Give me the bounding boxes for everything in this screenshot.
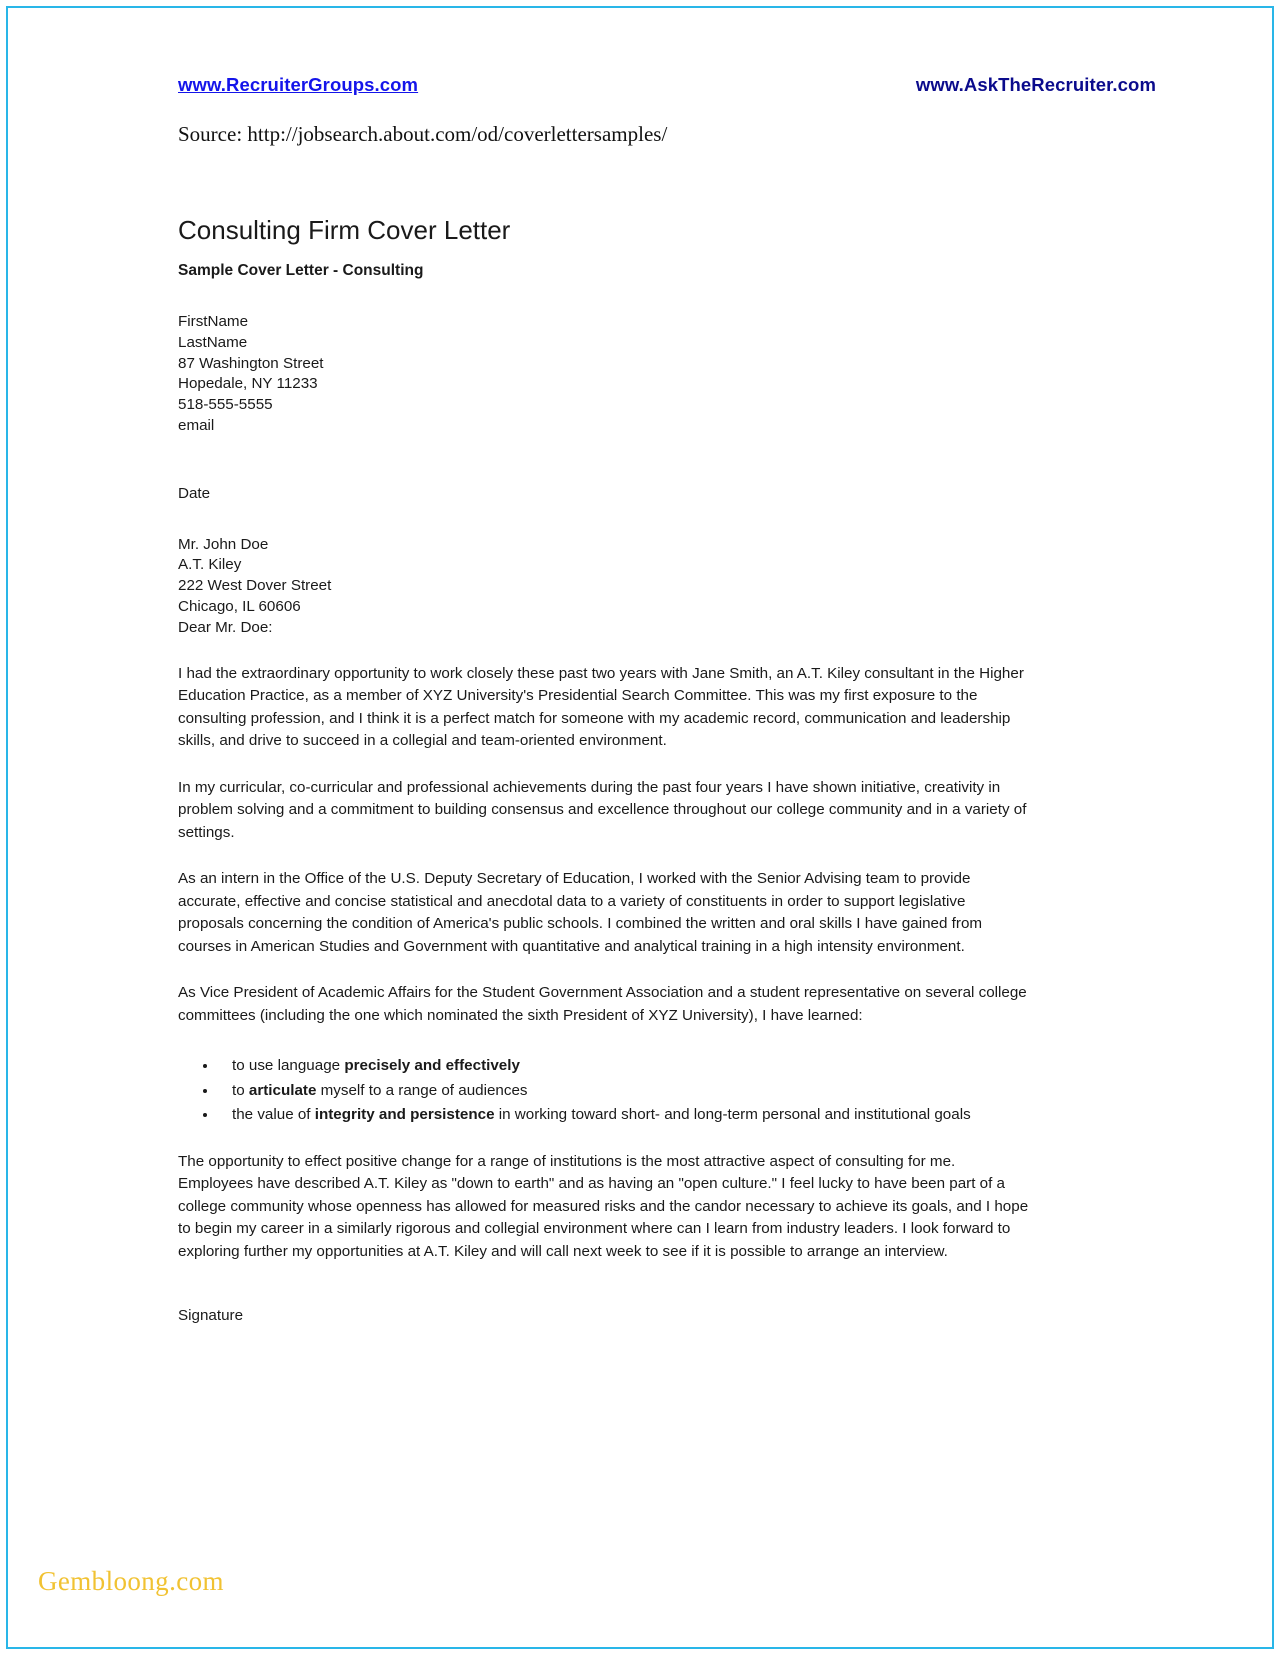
body-paragraph-3: As an intern in the Office of the U.S. Deputy Secretary of Education, I worked with the Senior Advising team to provide accurate, effective and concise statistical and anecdotal data to a variety of constituents in order to support legislative proposals concerning the condition of America's public schools. I combined the written and oral skills I have gained from courses in American Studies and Government with quantitative and analytical training in a high intensity environment.	[178, 870, 983, 955]
sender-address	[178, 312, 1130, 437]
learned-list	[178, 1055, 1048, 1127]
list-item	[218, 1055, 1048, 1078]
list-item-emphasis: integrity and persistence	[314, 1106, 495, 1124]
recipient-address	[178, 535, 1130, 639]
ask-the-recruiter-link[interactable]: www.AskTheRecruiter.com	[915, 74, 1156, 95]
recipient-name: Mr. John Doe	[178, 535, 269, 553]
recipient-company: A.T. Kiley	[178, 556, 242, 574]
list-item	[218, 1080, 1048, 1103]
header	[178, 74, 1156, 96]
salutation: Dear Mr. Doe:	[178, 618, 273, 636]
recruiter-groups-link[interactable]: www.RecruiterGroups.com	[178, 74, 419, 95]
list-item-suffix: myself to a range of audiences	[316, 1081, 528, 1099]
list-item-suffix: in working toward short- and long-term personal and institutional goals	[494, 1106, 971, 1124]
list-item-prefix: the value of	[232, 1106, 315, 1124]
recipient-street: 222 West Dover Street	[178, 577, 332, 595]
sender-city-state-zip: Hopedale, NY 11233	[178, 375, 318, 393]
signature-label: Signature	[178, 1307, 244, 1325]
body-paragraph-1: I had the extraordinary opportunity to work closely these past two years with Jane Smith, an A.T. Kiley consultant in the Higher Education Practice, as a member of XYZ University's Presidential Search Committee. This was my first exposure to the consulting profession, and I think it is a perfect match for someone with my academic record, communication and leadership skills, and drive to succeed in a collegial and team-oriented environment.	[178, 664, 1024, 750]
watermark: Gembloong.com	[38, 1566, 224, 1596]
list-item-emphasis: precisely and effectively	[344, 1057, 520, 1075]
list-item-prefix: to	[232, 1081, 249, 1099]
sender-last-name: LastName	[178, 333, 248, 351]
list-item-prefix: to use language	[232, 1057, 345, 1075]
list-item	[218, 1104, 1048, 1127]
source-line: Source: http://jobsearch.about.com/od/coverlettersamples/	[178, 122, 668, 146]
date-line: Date	[178, 484, 211, 502]
recipient-city-state-zip: Chicago, IL 60606	[178, 597, 301, 615]
sender-phone: 518-555-5555	[178, 396, 273, 414]
body-paragraph-2: In my curricular, co-curricular and professional achievements during the past four years I have shown initiative, creativity in problem solving and a commitment to building consensus and excellence throughout our college community and in a variety of settings.	[178, 778, 1027, 841]
page-title: Consulting Firm Cover Letter	[178, 215, 511, 245]
page-subtitle: Sample Cover Letter - Consulting	[178, 262, 424, 279]
sender-email: email	[178, 416, 215, 434]
sender-first-name: FirstName	[178, 313, 249, 330]
body-paragraph-4: As Vice President of Academic Affairs for the Student Government Association and a student representative on several college committees (including the one which nominated the sixth President of XYZ University), I have learned:	[178, 984, 1027, 1024]
list-item-emphasis: articulate	[248, 1081, 317, 1099]
sender-street: 87 Washington Street	[178, 354, 324, 372]
body-paragraph-5: The opportunity to effect positive change for a range of institutions is the most attractive aspect of consulting for me. Employees have described A.T. Kiley as "down to earth" and as having an "open culture." I feel lucky to have been part of a college community whose openness has allowed for measured risks and the candor necessary to achieve its goals, and I hope to begin my career in a similarly rigorous and collegial environment where can I learn from industry leaders. I look forward to exploring further my opportunities at A.T. Kiley and will call next week to see if it is possible to arrange an interview.	[178, 1152, 1029, 1260]
